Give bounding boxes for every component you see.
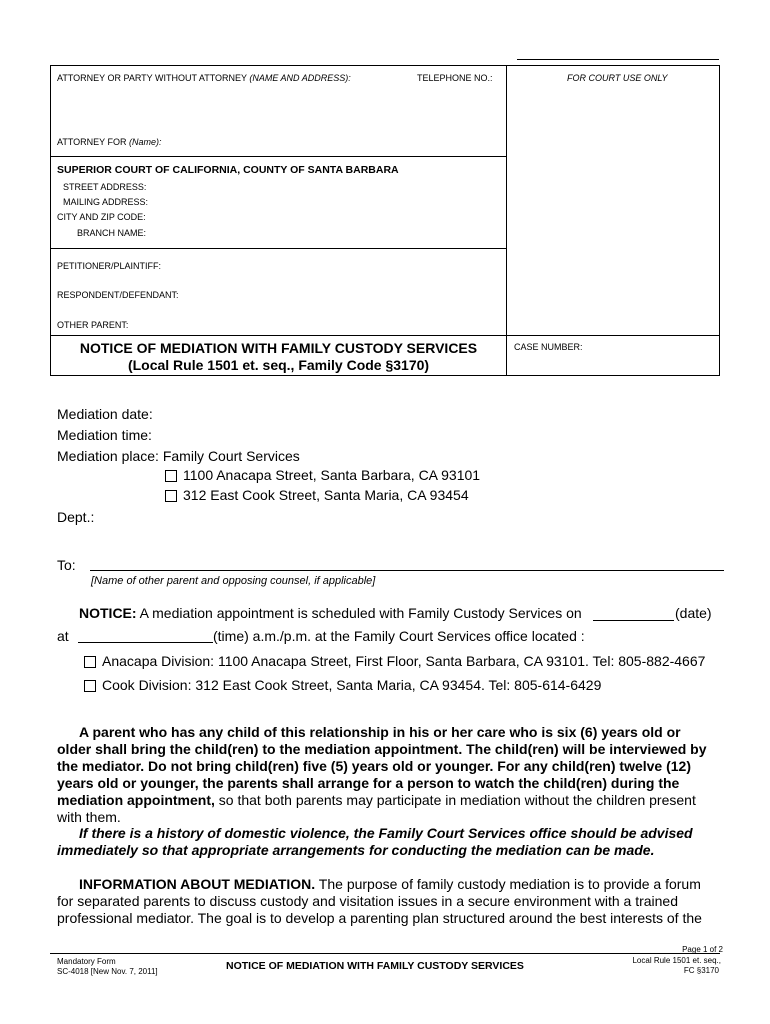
case-number-label: CASE NUMBER:: [514, 342, 583, 352]
at-label: at: [57, 628, 69, 644]
footer-title: NOTICE OF MEDIATION WITH FAMILY CUSTODY SERVICES: [226, 960, 524, 972]
city-zip-label: CITY AND ZIP CODE:: [57, 212, 146, 222]
checkbox[interactable]: [165, 490, 177, 502]
form-id: SC-4018 [New Nov. 7, 2011]: [57, 967, 158, 976]
cook-division-option[interactable]: Cook Division: 312 East Cook Street, Santa Maria, CA 93454. Tel: 805-614-6429: [84, 677, 601, 693]
branch-name-label: BRANCH NAME:: [77, 228, 147, 238]
to-hint: [Name of other parent and opposing counsel, if applicable]: [91, 575, 376, 587]
checkbox[interactable]: [84, 656, 96, 668]
telephone-label: TELEPHONE NO.:: [417, 73, 493, 83]
domestic-violence-paragraph: If there is a history of domestic violence, the Family Court Services office should be advised immediately so that appropriate arrangements for conducting the mediation can be made.: [57, 825, 693, 858]
checkbox[interactable]: [165, 470, 177, 482]
caption-box: [50, 65, 720, 376]
footer-rule-ref: Local Rule 1501 et. seq.,: [632, 956, 721, 965]
place-option-santa-barbara[interactable]: 1100 Anacapa Street, Santa Barbara, CA 93101: [165, 467, 480, 483]
mailing-address-label: MAILING ADDRESS:: [63, 197, 149, 207]
attorney-label: ATTORNEY OR PARTY WITHOUT ATTORNEY (NAME AND ADDRESS):: [57, 73, 351, 83]
form-title: NOTICE OF MEDIATION WITH FAMILY CUSTODY SERVICES (Local Rule 1501 et. seq., Family Code §3170): [79, 340, 478, 373]
notice-date-suffix: (date): [675, 605, 712, 621]
mediation-place-label: Mediation place: Family Court Services: [57, 448, 300, 464]
petitioner-label: PETITIONER/PLAINTIFF:: [57, 261, 162, 271]
other-parent-label: OTHER PARENT:: [57, 320, 129, 330]
notice-text: NOTICE: A mediation appointment is scheduled with Family Custody Services on: [79, 605, 582, 621]
respondent-label: RESPONDENT/DEFENDANT:: [57, 290, 179, 300]
place-option-santa-maria[interactable]: 312 East Cook Street, Santa Maria, CA 93454: [165, 487, 469, 503]
street-address-label: STREET ADDRESS:: [63, 182, 147, 192]
caption-divider: [506, 65, 507, 376]
court-use-label: FOR COURT USE ONLY: [567, 73, 668, 83]
to-label: To:: [57, 557, 76, 573]
notice-time-line[interactable]: [78, 642, 213, 643]
top-rule: [517, 59, 719, 60]
mediation-date-label: Mediation date:: [57, 406, 153, 422]
notice-date-line[interactable]: [593, 620, 674, 621]
checkbox[interactable]: [84, 680, 96, 692]
page-number: Page 1 of 2: [682, 945, 723, 954]
notice-time-text: (time) a.m./p.m. at the Family Court Services office located :: [213, 628, 585, 644]
dept-label: Dept.:: [57, 509, 95, 525]
information-paragraph: INFORMATION ABOUT MEDIATION. The purpose of family custody mediation is to provide a forum for separated parents to discuss custody and visitation issues in a secure environment with a trained professional mediator. The goal is to develop a parenting plan structured around the best interests of the: [57, 876, 702, 926]
mediation-time-label: Mediation time:: [57, 427, 152, 443]
children-paragraph: A parent who has any child of this relationship in his or her care who is six (6) years old or older shall bring the child(ren) to the mediation appointment. The child(ren) will be interviewed by the mediator. Do not bring child(ren) five (5) years old or younger. For any child(ren) twelve (12) years old or younger, the parents shall arrange for a person to watch the child(ren) during the mediation appointment, so that both parents may participate in mediation without the children present with them.: [57, 724, 707, 825]
mandatory-form-label: Mandatory Form: [57, 957, 116, 966]
attorney-for-label: ATTORNEY FOR (Name):: [57, 137, 162, 147]
anacapa-division-option[interactable]: Anacapa Division: 1100 Anacapa Street, First Floor, Santa Barbara, CA 93101. Tel: 805-882-4667: [84, 653, 705, 669]
court-name: SUPERIOR COURT OF CALIFORNIA, COUNTY OF SANTA BARBARA: [57, 164, 399, 176]
to-input-line[interactable]: [90, 570, 724, 571]
footer-code-ref: FC §3170: [683, 966, 719, 975]
